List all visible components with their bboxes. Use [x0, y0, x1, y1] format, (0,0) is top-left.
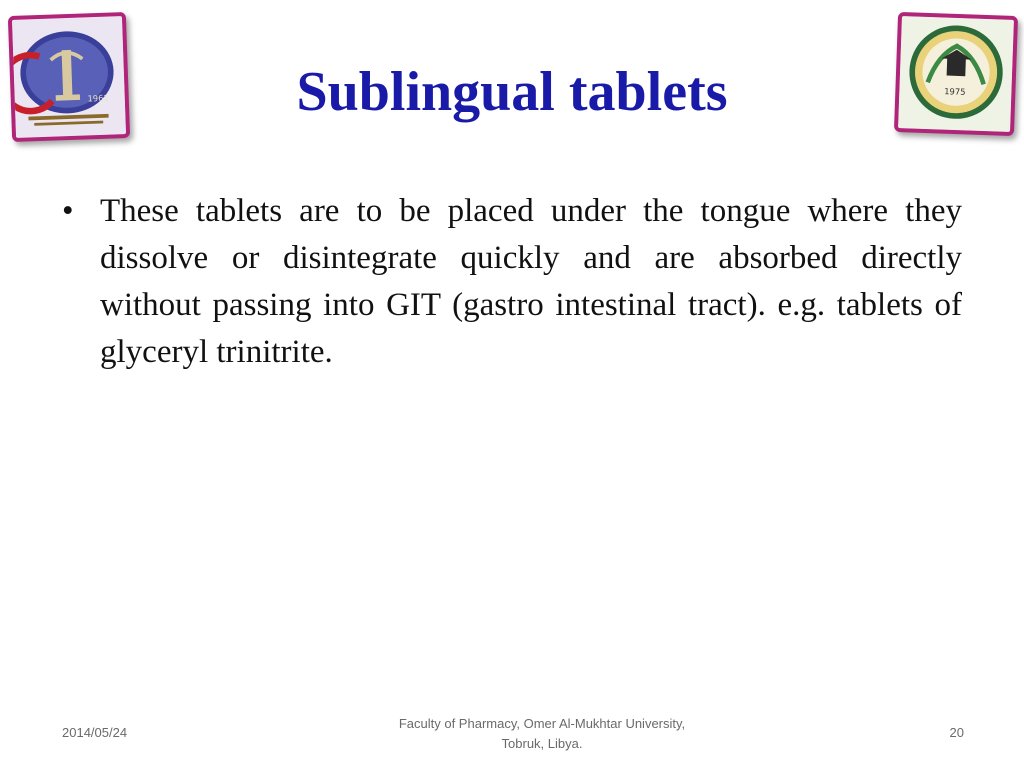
footer-institution-line1: Faculty of Pharmacy, Omer Al-Mukhtar University, [398, 716, 686, 731]
footer-date: 2014/05/24 [62, 725, 128, 740]
page-number: 20 [949, 725, 964, 740]
svg-text:1975: 1975 [944, 86, 966, 97]
footer-institution-line2: Tobruk, Libya. [501, 736, 583, 751]
footer-institution [352, 714, 732, 754]
university-logo [894, 12, 1018, 136]
bullet-list [62, 188, 962, 376]
university-seal-icon [898, 16, 1014, 132]
bullet-item [62, 188, 962, 376]
bullet-marker: • [62, 193, 74, 229]
slide-title: Sublingual tablets [296, 61, 728, 123]
bullet-text: These tablets are to be placed under the tongue where they dissolve or disintegrate quickly and are absorbed directly without passing into GIT (gastro intestinal tract). e.g. tablets of glyceryl trinitrite. [100, 193, 962, 370]
svg-text:1961: 1961 [87, 92, 109, 104]
